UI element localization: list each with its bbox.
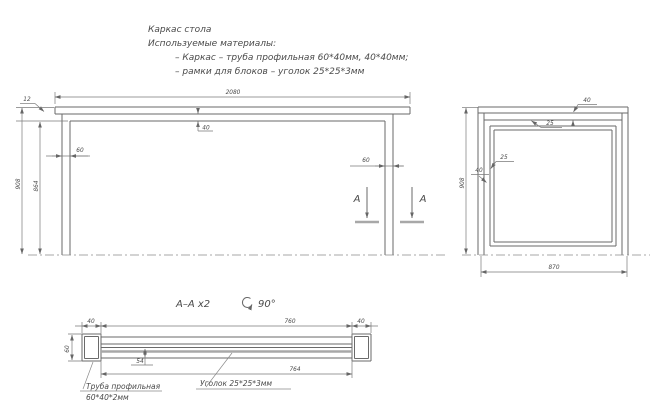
section-rotation-text: 90° bbox=[258, 299, 276, 310]
section-dim-height bbox=[65, 334, 82, 361]
front-dim-length-text: 2080 bbox=[225, 90, 241, 96]
drawing-title: Каркас стола bbox=[148, 25, 212, 35]
section-dim-right-tube-text: 40 bbox=[357, 319, 365, 325]
front-view bbox=[16, 90, 448, 255]
front-dim-leg-right-text: 60 bbox=[362, 158, 370, 164]
callout-tube-text-1: Труба профильная bbox=[86, 382, 161, 391]
section-dim-offset-text: 54 bbox=[136, 359, 144, 365]
rotate-cw-icon bbox=[242, 297, 252, 307]
front-dim-rail-height-text: 40 bbox=[202, 125, 210, 132]
side-view-linework bbox=[478, 107, 628, 255]
front-dim-leg-left bbox=[46, 148, 90, 156]
callout-tube-text-2: 60*40*2мм bbox=[86, 393, 129, 402]
side-dim-tube-top bbox=[573, 98, 597, 126]
section-cut-marker-right bbox=[400, 187, 427, 222]
section-letter-left: А bbox=[353, 194, 361, 205]
side-dim-angle-top-text: 25 bbox=[546, 121, 554, 127]
side-dim-leg-left bbox=[471, 168, 489, 183]
front-dim-height-inner-text: 864 bbox=[34, 180, 40, 192]
material-item-angle: – рамки для блоков – уголок 25*25*3мм bbox=[175, 67, 365, 77]
section-dim-span-bottom-text: 764 bbox=[289, 367, 301, 373]
side-dim-height-outer bbox=[460, 108, 478, 255]
section-letter-right: А bbox=[419, 194, 427, 205]
section-view bbox=[65, 297, 378, 402]
section-dim-span-top-text: 760 bbox=[284, 319, 296, 325]
side-dim-width-bottom bbox=[481, 256, 627, 277]
materials-heading: Используемые материалы: bbox=[148, 39, 277, 49]
front-dim-leg-right bbox=[350, 158, 404, 166]
front-view-linework bbox=[55, 107, 410, 255]
callout-angle-text: Уголок 25*25*3мм bbox=[200, 379, 273, 388]
section-linework bbox=[82, 334, 371, 361]
side-dim-tube-top-text: 40 bbox=[583, 98, 591, 104]
section-cut-marker-left bbox=[353, 187, 379, 222]
side-dim-angle-left-text: 25 bbox=[500, 155, 508, 161]
front-dim-height-outer-text: 908 bbox=[16, 178, 22, 190]
front-dim-length bbox=[55, 90, 410, 104]
section-dims-top bbox=[75, 319, 378, 336]
section-dim-left-tube-text: 40 bbox=[87, 319, 95, 325]
front-dim-height-inner bbox=[16, 121, 68, 254]
callout-tube bbox=[80, 362, 162, 402]
material-item-frame: – Каркас – труба профильная 60*40мм, 40*40мм; bbox=[175, 53, 409, 63]
section-view-label: А–А х2 bbox=[176, 299, 211, 310]
front-dim-overhang bbox=[20, 97, 44, 112]
front-dim-overhang-text: 12 bbox=[23, 97, 31, 103]
front-dim-leg-left-text: 60 bbox=[76, 148, 84, 154]
side-dim-leg-left-text: 40 bbox=[475, 168, 483, 174]
side-dim-width-bottom-text: 870 bbox=[548, 265, 560, 271]
front-dim-rail-height bbox=[198, 108, 213, 132]
side-dim-height-outer-text: 908 bbox=[460, 177, 466, 189]
section-dim-height-text: 60 bbox=[65, 345, 71, 353]
side-view bbox=[460, 98, 650, 277]
notes-block bbox=[148, 25, 408, 77]
